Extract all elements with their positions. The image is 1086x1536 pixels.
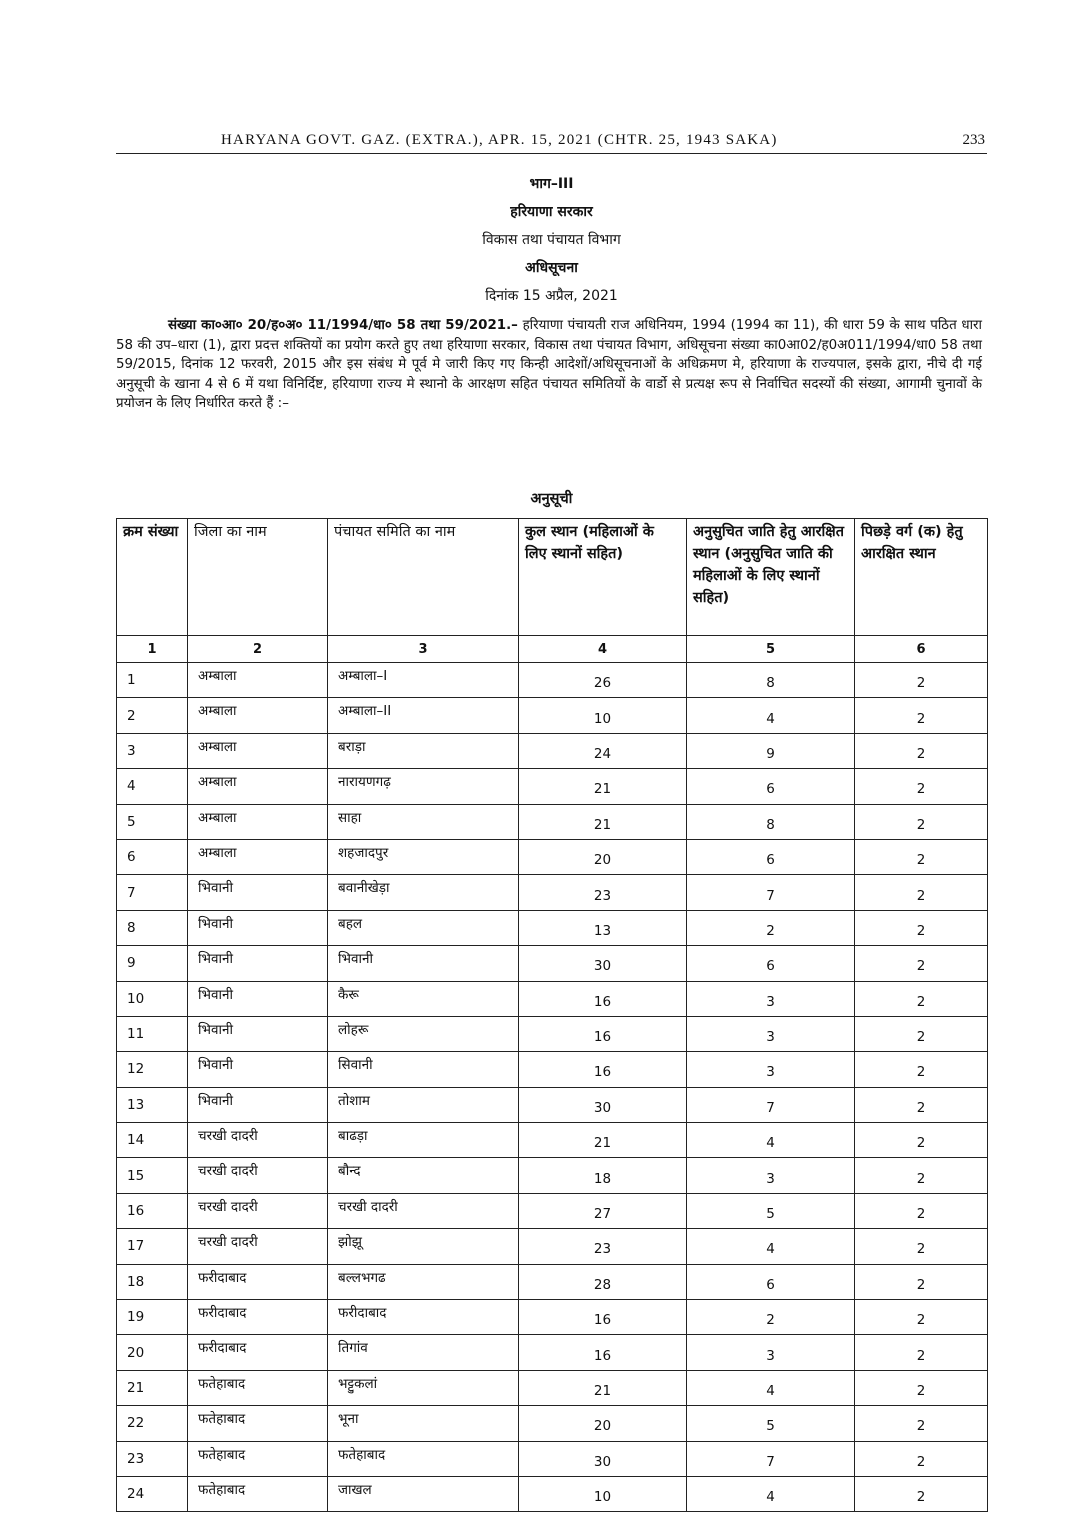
sc-seats-cell: 4 <box>687 1370 855 1405</box>
table-row <box>117 1441 988 1476</box>
table-row <box>117 910 988 945</box>
panchayat-samiti-cell: जाखल <box>328 1476 519 1511</box>
bc-seats-cell: 2 <box>855 1052 988 1087</box>
district-cell: फतेहाबाद <box>188 1370 328 1405</box>
district-cell: अम्बाला <box>188 663 328 698</box>
total-seats-cell: 26 <box>519 663 687 698</box>
district-cell: अम्बाला <box>188 769 328 804</box>
bc-seats-cell: 2 <box>855 1229 988 1264</box>
header-serial: क्रम संख्या <box>117 519 188 636</box>
district-cell: भिवानी <box>188 1016 328 1051</box>
bc-seats-cell: 2 <box>855 1476 988 1511</box>
total-seats-cell: 30 <box>519 946 687 981</box>
total-seats-cell: 30 <box>519 1087 687 1122</box>
sc-seats-cell: 6 <box>687 946 855 981</box>
district-cell: फतेहाबाद <box>188 1406 328 1441</box>
panchayat-samiti-cell: झोझू <box>328 1229 519 1264</box>
serial-number-cell: 21 <box>117 1370 188 1405</box>
serial-number-cell: 19 <box>117 1300 188 1335</box>
serial-number-cell: 23 <box>117 1441 188 1476</box>
serial-number-cell: 9 <box>117 946 188 981</box>
total-seats-cell: 20 <box>519 1406 687 1441</box>
total-seats-cell: 27 <box>519 1193 687 1228</box>
serial-number-cell: 2 <box>117 698 188 733</box>
bc-seats-cell: 2 <box>855 946 988 981</box>
district-cell: चरखी दादरी <box>188 1193 328 1228</box>
column-number: 6 <box>855 636 988 663</box>
sc-seats-cell: 7 <box>687 1087 855 1122</box>
district-cell: भिवानी <box>188 875 328 910</box>
district-cell: फरीदाबाद <box>188 1335 328 1370</box>
header-district: जिला का नाम <box>188 519 328 636</box>
notification-date: दिनांक 15 अप्रैल, 2021 <box>485 288 618 304</box>
panchayat-samiti-cell: अम्बाला–I <box>328 663 519 698</box>
column-number: 1 <box>117 636 188 663</box>
bc-seats-cell: 2 <box>855 981 988 1016</box>
total-seats-cell: 16 <box>519 981 687 1016</box>
panchayat-samiti-cell: तोशाम <box>328 1087 519 1122</box>
sc-seats-cell: 8 <box>687 663 855 698</box>
sc-seats-cell: 5 <box>687 1193 855 1228</box>
total-seats-cell: 16 <box>519 1052 687 1087</box>
total-seats-cell: 10 <box>519 1476 687 1511</box>
total-seats-cell: 20 <box>519 839 687 874</box>
sc-seats-cell: 3 <box>687 1158 855 1193</box>
panchayat-samiti-cell: शहजादपुर <box>328 839 519 874</box>
bc-seats-cell: 2 <box>855 1193 988 1228</box>
table-row <box>117 839 988 874</box>
panchayat-samiti-cell: बाढड़ा <box>328 1123 519 1158</box>
sc-seats-cell: 7 <box>687 875 855 910</box>
sc-seats-cell: 4 <box>687 1123 855 1158</box>
column-number: 2 <box>188 636 328 663</box>
header-sc-seats: अनुसुचित जाति हेतु आरक्षित स्थान (अनुसुचित जाति की महिलाओं के लिए स्थानों सहित) <box>687 519 855 636</box>
sc-seats-cell: 9 <box>687 733 855 768</box>
gazette-header <box>116 131 987 154</box>
total-seats-cell: 21 <box>519 1123 687 1158</box>
table-row <box>117 1052 988 1087</box>
table-row <box>117 1300 988 1335</box>
sc-seats-cell: 3 <box>687 981 855 1016</box>
district-cell: अम्बाला <box>188 698 328 733</box>
serial-number-cell: 17 <box>117 1229 188 1264</box>
table-row <box>117 1370 988 1405</box>
bc-seats-cell: 2 <box>855 1300 988 1335</box>
total-seats-cell: 21 <box>519 804 687 839</box>
schedule-rows <box>117 663 988 1512</box>
panchayat-samiti-cell: बवानीखेड़ा <box>328 875 519 910</box>
header-panchayat-samiti: पंचायत समिति का नाम <box>328 519 519 636</box>
total-seats-cell: 16 <box>519 1300 687 1335</box>
serial-number-cell: 24 <box>117 1476 188 1511</box>
table-row <box>117 1406 988 1441</box>
serial-number-cell: 10 <box>117 981 188 1016</box>
panchayat-samiti-cell: तिगांव <box>328 1335 519 1370</box>
panchayat-samiti-cell: बौन्द <box>328 1158 519 1193</box>
serial-number-cell: 7 <box>117 875 188 910</box>
header-bc-seats: पिछड़े वर्ग (क) हेतु आरक्षित स्थान <box>855 519 988 636</box>
panchayat-samiti-cell: सिवानी <box>328 1052 519 1087</box>
table-row <box>117 733 988 768</box>
bc-seats-cell: 2 <box>855 1158 988 1193</box>
sc-seats-cell: 6 <box>687 1264 855 1299</box>
total-seats-cell: 21 <box>519 769 687 804</box>
sc-seats-cell: 5 <box>687 1406 855 1441</box>
table-header-row <box>117 519 988 636</box>
serial-number-cell: 20 <box>117 1335 188 1370</box>
sc-seats-cell: 2 <box>687 910 855 945</box>
district-cell: भिवानी <box>188 1052 328 1087</box>
schedule-title: अनुसूची <box>530 491 573 507</box>
sc-seats-cell: 3 <box>687 1016 855 1051</box>
sc-seats-cell: 2 <box>687 1300 855 1335</box>
table-row <box>117 1476 988 1511</box>
district-cell: चरखी दादरी <box>188 1158 328 1193</box>
header-total-seats: कुल स्थान (महिलाओं के लिए स्थानों सहित) <box>519 519 687 636</box>
panchayat-samiti-cell: साहा <box>328 804 519 839</box>
district-cell: चरखी दादरी <box>188 1123 328 1158</box>
table-row <box>117 1123 988 1158</box>
sc-seats-cell: 8 <box>687 804 855 839</box>
table-row <box>117 981 988 1016</box>
sc-seats-cell: 3 <box>687 1335 855 1370</box>
district-cell: फतेहाबाद <box>188 1476 328 1511</box>
district-cell: अम्बाला <box>188 839 328 874</box>
column-number-row <box>117 636 988 663</box>
table-row <box>117 769 988 804</box>
bc-seats-cell: 2 <box>855 1406 988 1441</box>
serial-number-cell: 6 <box>117 839 188 874</box>
panchayat-samiti-cell: भिवानी <box>328 946 519 981</box>
sc-seats-cell: 6 <box>687 839 855 874</box>
panchayat-samiti-cell: बल्लभगढ <box>328 1264 519 1299</box>
department-heading: विकास तथा पंचायत विभाग <box>482 232 621 248</box>
serial-number-cell: 1 <box>117 663 188 698</box>
sc-seats-cell: 4 <box>687 698 855 733</box>
panchayat-samiti-cell: लोहरू <box>328 1016 519 1051</box>
total-seats-cell: 21 <box>519 1370 687 1405</box>
serial-number-cell: 11 <box>117 1016 188 1051</box>
notification-heading: अधिसूचना <box>525 260 578 276</box>
total-seats-cell: 16 <box>519 1335 687 1370</box>
bc-seats-cell: 2 <box>855 698 988 733</box>
bc-seats-cell: 2 <box>855 1087 988 1122</box>
serial-number-cell: 18 <box>117 1264 188 1299</box>
panchayat-samiti-cell: कैरू <box>328 981 519 1016</box>
table-row <box>117 698 988 733</box>
bc-seats-cell: 2 <box>855 1016 988 1051</box>
district-cell: भिवानी <box>188 1087 328 1122</box>
panchayat-samiti-cell: बहल <box>328 910 519 945</box>
serial-number-cell: 14 <box>117 1123 188 1158</box>
table-row <box>117 1229 988 1264</box>
bc-seats-cell: 2 <box>855 875 988 910</box>
bc-seats-cell: 2 <box>855 663 988 698</box>
district-cell: फतेहाबाद <box>188 1441 328 1476</box>
sc-seats-cell: 4 <box>687 1229 855 1264</box>
serial-number-cell: 8 <box>117 910 188 945</box>
total-seats-cell: 10 <box>519 698 687 733</box>
district-cell: चरखी दादरी <box>188 1229 328 1264</box>
sc-seats-cell: 6 <box>687 769 855 804</box>
table-row <box>117 946 988 981</box>
bc-seats-cell: 2 <box>855 1370 988 1405</box>
notification-body <box>116 316 982 414</box>
government-heading: हरियाणा सरकार <box>510 204 593 220</box>
total-seats-cell: 18 <box>519 1158 687 1193</box>
district-cell: भिवानी <box>188 946 328 981</box>
district-cell: फरीदाबाद <box>188 1264 328 1299</box>
bc-seats-cell: 2 <box>855 733 988 768</box>
table-row <box>117 875 988 910</box>
panchayat-samiti-cell: बराड़ा <box>328 733 519 768</box>
total-seats-cell: 23 <box>519 875 687 910</box>
total-seats-cell: 13 <box>519 910 687 945</box>
column-number: 5 <box>687 636 855 663</box>
sc-seats-cell: 7 <box>687 1441 855 1476</box>
total-seats-cell: 30 <box>519 1441 687 1476</box>
bc-seats-cell: 2 <box>855 804 988 839</box>
serial-number-cell: 13 <box>117 1087 188 1122</box>
serial-number-cell: 3 <box>117 733 188 768</box>
table-row <box>117 1087 988 1122</box>
column-number: 4 <box>519 636 687 663</box>
bc-seats-cell: 2 <box>855 1335 988 1370</box>
panchayat-samiti-cell: नारायणगढ़ <box>328 769 519 804</box>
district-cell: भिवानी <box>188 981 328 1016</box>
panchayat-samiti-cell: फतेहाबाद <box>328 1441 519 1476</box>
gazette-title: HARYANA GOVT. GAZ. (EXTRA.), APR. 15, 2021 (CHTR. 25, 1943 SAKA) <box>221 132 778 148</box>
panchayat-samiti-cell: अम्बाला–II <box>328 698 519 733</box>
schedule-table <box>116 518 988 1512</box>
district-cell: भिवानी <box>188 910 328 945</box>
sc-seats-cell: 4 <box>687 1476 855 1511</box>
table-row <box>117 1335 988 1370</box>
district-cell: फरीदाबाद <box>188 1300 328 1335</box>
bc-seats-cell: 2 <box>855 1264 988 1299</box>
part-heading: भाग–III <box>529 176 574 192</box>
panchayat-samiti-cell: फरीदाबाद <box>328 1300 519 1335</box>
district-cell: अम्बाला <box>188 733 328 768</box>
total-seats-cell: 16 <box>519 1016 687 1051</box>
serial-number-cell: 12 <box>117 1052 188 1087</box>
table-row <box>117 1193 988 1228</box>
total-seats-cell: 23 <box>519 1229 687 1264</box>
bc-seats-cell: 2 <box>855 769 988 804</box>
bc-seats-cell: 2 <box>855 839 988 874</box>
table-row <box>117 1158 988 1193</box>
table-row <box>117 1016 988 1051</box>
total-seats-cell: 28 <box>519 1264 687 1299</box>
serial-number-cell: 15 <box>117 1158 188 1193</box>
notification-text: हरियाणा पंचायती राज अधिनियम, 1994 (1994 का 11), की धारा 59 के साथ पठित धारा 58 की उप–धारा (1), द्वारा प्रदत्त शक्तियों का प्रयोग करते हुए तथा हरियाणा सरकार, विकास तथा पंचायत विभाग, अधिसूचना संख्या का0आ02/ह0अ011/1994/धा0 58 तथा 59/2015, दिनांक 12 फरवरी, 2015 और इस संबंध मे पूर्व मे जारी किए गए किन्ही आदेशों/अधिसूचनाओं के अधिक्रमण मे, हरियाणा के राज्यपाल, इसके द्वारा, नीचे दी गई अनुसूची के खाना 4 से 6 में यथा विनिर्दिष्ट, हरियाणा राज्य मे स्थानो के आरक्षण सहित पंचायत समितियों के वार्डो से प्रत्यक्ष रूप से निर्वाचित सदस्यों की संख्या, आगामी चुनावों के प्रयोजन के लिए निर्धारित करते हैं :– <box>116 318 983 412</box>
panchayat-samiti-cell: चरखी दादरी <box>328 1193 519 1228</box>
district-cell: अम्बाला <box>188 804 328 839</box>
bc-seats-cell: 2 <box>855 910 988 945</box>
total-seats-cell: 24 <box>519 733 687 768</box>
table-row <box>117 663 988 698</box>
serial-number-cell: 16 <box>117 1193 188 1228</box>
panchayat-samiti-cell: भट्टुकलां <box>328 1370 519 1405</box>
table-row <box>117 804 988 839</box>
column-number: 3 <box>328 636 519 663</box>
reference-number: संख्या का०आ० 20/ह०अ० 11/1994/धा० 58 तथा 59/2021.– <box>168 318 518 333</box>
panchayat-samiti-cell: भूना <box>328 1406 519 1441</box>
serial-number-cell: 4 <box>117 769 188 804</box>
table-row <box>117 1264 988 1299</box>
serial-number-cell: 5 <box>117 804 188 839</box>
bc-seats-cell: 2 <box>855 1441 988 1476</box>
sc-seats-cell: 3 <box>687 1052 855 1087</box>
serial-number-cell: 22 <box>117 1406 188 1441</box>
page-number: 233 <box>962 132 985 148</box>
bc-seats-cell: 2 <box>855 1123 988 1158</box>
